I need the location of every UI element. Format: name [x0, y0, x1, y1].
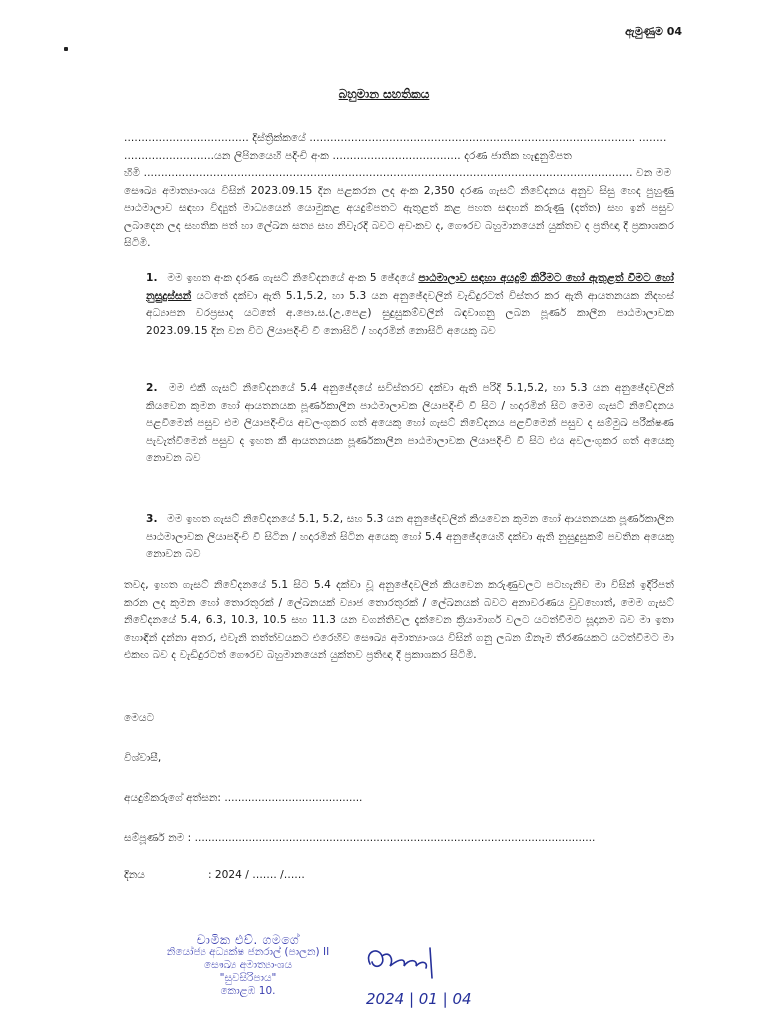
- clause-1: [146, 270, 674, 340]
- intro-paragraph: [124, 130, 674, 253]
- stamp-designation: නියෝජ්‍ය අධ්‍යක්ෂ ජනරාල් (පාලන) II: [166, 946, 330, 958]
- stamp-name: චාමික එච්. ගමගේ: [196, 932, 300, 947]
- document-title: [0, 87, 768, 102]
- closing-paragraph: තවද, ඉහත ගැසට් නිවේදනයේ 5.1 සිට 5.4 දක්වා වූ අනුඡේදවලින් කියවෙන කරුණුවලට පටහැනිව මා විසින් ඉදිරිපත් කරන ලද කුමන හෝ තොරතුරක් / ලේඛනයක් ව්‍යාජ තොරතුරක් / ලේඛනයක් බවට අනාවරණය වුවහොත්, මෙම ගැසට් නිවේදනයේ 5.4, 6.3, 10.3, 10.5 සහ 11.3 යන වගන්තිවල දැක්වෙන ක්‍රියාමාර්ග වලට යටත්වීමට සූදානම බව මා ඉතා හොඳින් දන්නා අතර, එවැනි තත්ත්වයකට එරෙහිව සෞඛ්‍ය අමාත්‍යාංශය විසින් ගනු ලබන ඕනෑම තීරණයකට යටත්වීමට මා එකඟ බව ද වැඩිදුරටත් ගෞරව බහුමානයෙන් යුක්තව ප්‍රතිඥා දී ප්‍රකාශකර සිටිමි.: [124, 579, 674, 661]
- annex-label: ඇමුණුම 04: [625, 25, 682, 38]
- faithfully: විශ්වාසී,: [124, 752, 162, 764]
- intro-body: සෞඛ්‍ය අමාත්‍යාංශය විසින් 2023.09.15 දින පළකරන ලද අංක 2,350 දරණ ගැසට් නිවේදනය අනුව සිසු හෙද පුහුණු පාඨමාලාව සඳහා විද්‍යුත් මාධ්‍යයෙන් යොමුකළ අයදුම්පතට ඇතුළත් කළ පහත සඳහන් කරුණු (දත්ත) සහ ඉන් පසුව ලබාදෙන ලද සහතික පත් හා ලේඛන සත්‍ය සහ නිවැරදි බවට අවංකව ද, ගෞරව බහුමානයෙන් යුක්තව ද ප්‍රතිඥා දී ප්‍රකාශකර සිටිමි.: [124, 184, 674, 249]
- clause-1-pre: මම ඉහත අංක දරණ ගැසට් නිවේදනයේ අංක 5 ඡේදයේ: [167, 272, 415, 284]
- official-stamp: [148, 933, 348, 998]
- stamp-city: කොළඹ 10.: [220, 985, 276, 997]
- clause-1-number: 1.: [146, 272, 158, 284]
- clause-3-text: මම ඉහත ගැසට් නිවේදනයේ 5.1, 5.2, සහ 5.3 යන අනුඡේදවලින් කියවෙන කුමන හෝ ආයතනයක පූර්ණකාලීන පාඨමාලාවක ලියාපදිංචි වී සිටින / හදාරමින් සිටින අයෙකු හෝ 5.4 අනුඡේදයෙහි දක්වා ඇති නුසුදුසුකම් පවතින අයෙකු නොවන බව: [146, 513, 675, 560]
- date-label: දිනය: [124, 869, 145, 881]
- date-field: : 2024 / ……. /……: [208, 869, 305, 881]
- salutation: මෙයට: [124, 712, 155, 724]
- clause-1-post: යටතේ දක්වා ඇති 5.1,5.2, හා 5.3 යන අනුඡේදවලින් වැඩිදුරටත් විස්තර කර ඇති ආයතනයක නිදහස් අධ්‍යාපන වරප්‍රසාද යටතේ අ.පො.ස.(උ.පෙළ) සුදුසුකම්වලින් බඳවාගනු ලබන පූර්ණ කාලීන පාඨමාලාවක 2023.09.15 දින වන විට ලියාපදිංචි වී නොසිටි / හදාරමින් නොසිටි අයෙකු බව: [146, 289, 675, 337]
- scan-mark: [64, 47, 68, 51]
- signature-field: අයදුම්කරුගේ අත්සන: .........................................: [124, 792, 363, 804]
- stamp-ministry: සෞඛ්‍ය අමාත්‍යාංශය: [204, 959, 292, 971]
- clause-2-number: 2.: [146, 382, 158, 394]
- title-text: බහුමාන සහතිකය: [338, 87, 430, 101]
- stamp-building: "සුවසිරිපාය": [219, 972, 277, 984]
- intro-line-owner: හිමි ............................................................................................................................................. වන මම: [124, 167, 672, 179]
- clause-1-underlined: පාඨමාලාව සඳහා අයදුම් කිරීමට හෝ ඇතුළත් වීමට හෝ නුසුදුස්සන්: [146, 272, 675, 302]
- intro-line-district: .................................... දිස්ත්‍රික්කයේ .............................................................................................. ........: [124, 132, 667, 144]
- handwritten-signature: [360, 938, 480, 1018]
- intro-line-address: ..........................යන ලිපිනයෙහි පදිංචි අංක ..................................... දරණ ජාතික හැඳුනුම්පත: [124, 149, 572, 162]
- clause-3: [146, 511, 674, 564]
- clause-2: [146, 380, 674, 468]
- fullname-field: සම්පූර්ණ නම : .......................................................................................................................: [124, 832, 596, 844]
- handwritten-date: 2024 | 01 | 04: [366, 990, 472, 1008]
- clause-2-text: මම එකී ගැසට් නිවේදනයේ 5.4 අනුඡේදයේ සවිස්තරව දක්වා ඇති පරිදි 5.1,5.2, හා 5.3 යන අනුඡේදවලින් කියවෙන කුමන හෝ ආයතනයක පූර්ණකාලීන පාඨමාලාවක ලියාපදිංචි වී සිට / හදාරමින් සිට මෙම ගැසට් නිවේදනය පළවීමෙන් පසුව එම ලියාපදිංචිය අවලංගුකර ගත් අයෙකු හෝ ගැසට් නිවේදනය පළවීමෙන් පසුව ද සම්මුඛ පරීක්ෂණ පැවැත්වීමෙන් පසුව ද ඉහත කී ආයතනයක පූර්ණකාලීන පාඨමාලාවක ලියාපදිංචි වී සිට එය අවලංගුකර ගත් අයෙකු නොවන බව: [146, 382, 674, 464]
- clause-3-number: 3.: [146, 513, 158, 525]
